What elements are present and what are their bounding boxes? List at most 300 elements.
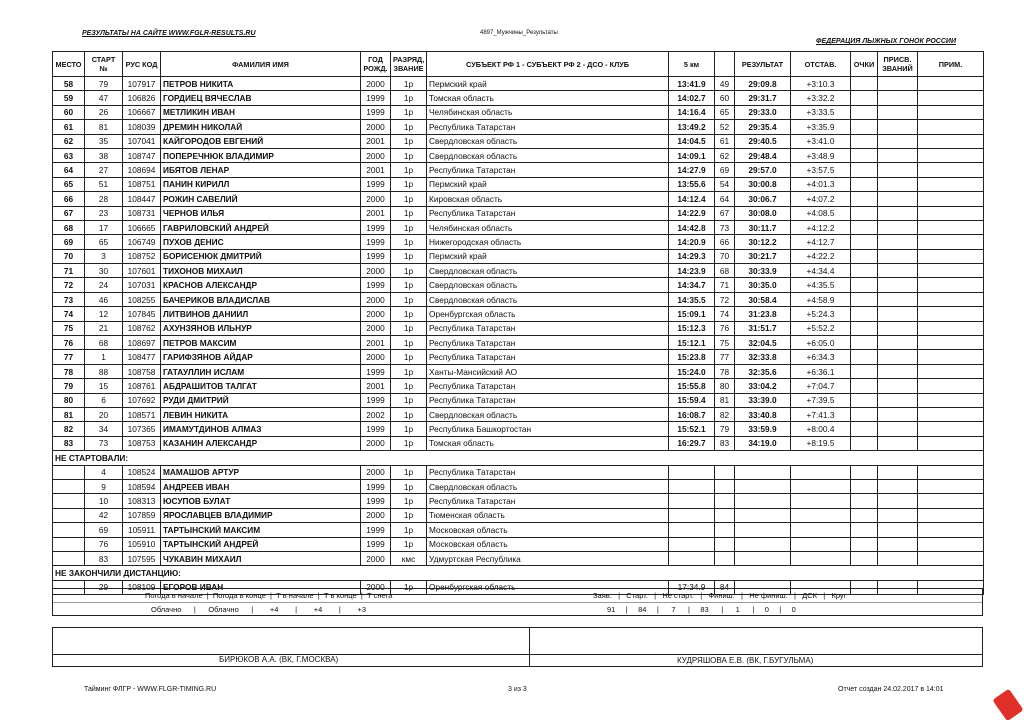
dnf-section — [53, 566, 984, 580]
empty-cell — [669, 537, 715, 551]
cell-code: 106665 — [123, 220, 161, 234]
empty-cell — [851, 177, 878, 191]
cell-rank: 1р — [391, 292, 427, 306]
cell-gap: +6:34.3 — [791, 350, 851, 364]
empty-cell — [53, 523, 85, 537]
empty-cell — [878, 192, 918, 206]
dns-section-title: НЕ СТАРТОВАЛИ: — [53, 451, 984, 465]
empty-cell — [878, 364, 918, 378]
cell-bib: 15 — [85, 379, 123, 393]
finisher-row — [53, 350, 984, 364]
cell-gap: +4:07.2 — [791, 192, 851, 206]
empty-cell — [791, 508, 851, 522]
cell-place: 79 — [53, 379, 85, 393]
document-file-name: 4897_Мужчины_Результаты — [480, 30, 558, 36]
cell-code: 108477 — [123, 350, 161, 364]
cell-code: 108762 — [123, 321, 161, 335]
cell-year: 1999 — [361, 220, 391, 234]
signature-divider — [529, 628, 530, 666]
empty-cell — [851, 465, 878, 479]
cell-code: 108313 — [123, 494, 161, 508]
cell-split: 14:16.4 — [669, 105, 715, 119]
empty-cell — [851, 120, 878, 134]
cell-rank: 1р — [391, 336, 427, 350]
cell-result: 32:04.5 — [735, 336, 791, 350]
column-header: ГОД РОЖД. — [361, 52, 391, 77]
cell-year: 2000 — [361, 508, 391, 522]
empty-cell — [851, 192, 878, 206]
cell-year: 2000 — [361, 264, 391, 278]
cell-rank: 1р — [391, 264, 427, 278]
cell-place: 58 — [53, 77, 85, 91]
cell-split: 14:04.5 — [669, 134, 715, 148]
cell-result: 29:57.0 — [735, 163, 791, 177]
finisher-row — [53, 307, 984, 321]
cell-split-place: 61 — [715, 134, 735, 148]
empty-cell — [851, 77, 878, 91]
weather-values: Облачно | Облачно | +4 | +4 | +3 — [151, 605, 367, 614]
cell-region: Московская область — [427, 537, 669, 551]
cell-name: ГАВРИЛОВСКИЙ АНДРЕЙ — [161, 220, 361, 234]
cell-code: 108752 — [123, 249, 161, 263]
empty-cell — [918, 364, 984, 378]
cell-bib: 28 — [85, 192, 123, 206]
cell-year: 2001 — [361, 134, 391, 148]
cell-split-place: 65 — [715, 105, 735, 119]
cell-year: 2000 — [361, 192, 391, 206]
cell-region: Челябинская область — [427, 105, 669, 119]
cell-code: 108747 — [123, 148, 161, 162]
dns-row — [53, 523, 984, 537]
cell-code: 108594 — [123, 479, 161, 493]
finisher-row — [53, 77, 984, 91]
cell-result: 30:58.4 — [735, 292, 791, 306]
cell-gap: +4:22.2 — [791, 249, 851, 263]
cell-result: 29:33.0 — [735, 105, 791, 119]
cell-gap: +3:32.2 — [791, 91, 851, 105]
cell-split: 14:34.7 — [669, 278, 715, 292]
cell-year: 1999 — [361, 479, 391, 493]
cell-split-place: 62 — [715, 148, 735, 162]
chief-judge-signature: БИРЮКОВ А.А. (ВК, Г.МОСКВА) — [219, 655, 339, 664]
empty-cell — [715, 465, 735, 479]
cell-rank: 1р — [391, 77, 427, 91]
empty-cell — [918, 264, 984, 278]
timing-site-link[interactable]: Тайминг ФЛГР - WWW.FLGR-TIMING.RU — [84, 686, 217, 693]
cell-year: 2000 — [361, 292, 391, 306]
cell-split: 14:23.9 — [669, 264, 715, 278]
cell-year: 1999 — [361, 494, 391, 508]
cell-bib: 29 — [85, 580, 123, 594]
cell-split-place: 67 — [715, 206, 735, 220]
cell-result: 30:33.9 — [735, 264, 791, 278]
empty-cell — [918, 220, 984, 234]
empty-cell — [851, 91, 878, 105]
empty-cell — [715, 494, 735, 508]
cell-split: 15:24.0 — [669, 364, 715, 378]
empty-cell — [918, 148, 984, 162]
cell-rank: 1р — [391, 206, 427, 220]
finisher-row — [53, 393, 984, 407]
cell-split-place: 68 — [715, 264, 735, 278]
cell-bib: 88 — [85, 364, 123, 378]
cell-bib: 47 — [85, 91, 123, 105]
cell-bib: 73 — [85, 436, 123, 450]
empty-cell — [791, 551, 851, 565]
empty-cell — [918, 235, 984, 249]
cell-region: Республика Татарстан — [427, 465, 669, 479]
cell-split: 15:23.8 — [669, 350, 715, 364]
cell-bib: 35 — [85, 134, 123, 148]
empty-cell — [918, 105, 984, 119]
cell-rank: 1р — [391, 134, 427, 148]
empty-cell — [735, 537, 791, 551]
cell-split: 15:09.1 — [669, 307, 715, 321]
cell-name: ТАРТЫНСКИЙ МАКСИМ — [161, 523, 361, 537]
cell-rank: 1р — [391, 105, 427, 119]
empty-cell — [878, 479, 918, 493]
cell-gap: +7:39.5 — [791, 393, 851, 407]
cell-gap: +5:52.2 — [791, 321, 851, 335]
cell-gap: +7:04.7 — [791, 379, 851, 393]
cell-name: ЮСУПОВ БУЛАТ — [161, 494, 361, 508]
empty-cell — [918, 465, 984, 479]
empty-cell — [878, 264, 918, 278]
cell-name: ДРЕМИН НИКОЛАЙ — [161, 120, 361, 134]
cell-place: 81 — [53, 407, 85, 421]
cell-rank: 1р — [391, 249, 427, 263]
cell-region: Свердловская область — [427, 278, 669, 292]
cell-gap: +6:05.0 — [791, 336, 851, 350]
cell-place: 59 — [53, 91, 85, 105]
cell-year: 1999 — [361, 364, 391, 378]
results-site-link[interactable]: РЕЗУЛЬТАТЫ НА САЙТЕ WWW.FGLR-RESULTS.RU — [82, 30, 256, 37]
cell-split-place: 82 — [715, 407, 735, 421]
cell-bib: 42 — [85, 508, 123, 522]
cell-code: 108447 — [123, 192, 161, 206]
cell-rank: кмс — [391, 551, 427, 565]
empty-cell — [918, 292, 984, 306]
empty-cell — [851, 206, 878, 220]
empty-cell — [851, 436, 878, 450]
cell-name: ГОРДИЕЦ ВЯЧЕСЛАВ — [161, 91, 361, 105]
cell-region: Оренбургская область — [427, 580, 669, 594]
empty-cell — [918, 393, 984, 407]
cell-split-place: 74 — [715, 307, 735, 321]
cell-result: 33:40.8 — [735, 407, 791, 421]
cell-bib: 65 — [85, 235, 123, 249]
cell-region: Республика Татарстан — [427, 206, 669, 220]
finisher-row — [53, 336, 984, 350]
cell-gap: +8:00.4 — [791, 422, 851, 436]
cell-code: 108761 — [123, 379, 161, 393]
empty-cell — [715, 551, 735, 565]
finisher-row — [53, 105, 984, 119]
cell-gap: +5:24.3 — [791, 307, 851, 321]
cell-gap: +4:12.2 — [791, 220, 851, 234]
cell-bib: 79 — [85, 77, 123, 91]
cell-rank: 1р — [391, 91, 427, 105]
cell-code: 108524 — [123, 465, 161, 479]
cell-bib: 17 — [85, 220, 123, 234]
cell-year: 2000 — [361, 551, 391, 565]
cell-split: 17:34.9 — [669, 580, 715, 594]
cell-split: 16:08.7 — [669, 407, 715, 421]
cell-split-place: 83 — [715, 436, 735, 450]
empty-cell — [53, 479, 85, 493]
cell-split-place: 81 — [715, 393, 735, 407]
cell-rank: 1р — [391, 523, 427, 537]
cell-place: 66 — [53, 192, 85, 206]
cell-place: 72 — [53, 278, 85, 292]
results-body — [53, 77, 984, 595]
finisher-row — [53, 264, 984, 278]
cell-bib: 68 — [85, 336, 123, 350]
empty-cell — [715, 479, 735, 493]
cell-year: 1999 — [361, 105, 391, 119]
empty-cell — [851, 537, 878, 551]
finisher-row — [53, 292, 984, 306]
empty-cell — [53, 537, 85, 551]
empty-cell — [851, 350, 878, 364]
weather-header: Погода в начале | Погода в конце | Т в начале | Т в конце | Т снега — [145, 591, 393, 600]
column-header: РУС КОД — [123, 52, 161, 77]
finisher-row — [53, 278, 984, 292]
cell-code: 107692 — [123, 393, 161, 407]
cell-code: 107845 — [123, 307, 161, 321]
empty-cell — [878, 307, 918, 321]
page-number: 3 из 3 — [508, 686, 527, 693]
cell-rank: 1р — [391, 479, 427, 493]
cell-split-place: 78 — [715, 364, 735, 378]
cell-gap: +3:35.9 — [791, 120, 851, 134]
finisher-row — [53, 148, 984, 162]
empty-cell — [918, 537, 984, 551]
empty-cell — [878, 105, 918, 119]
cell-year: 1999 — [361, 177, 391, 191]
cell-rank: 1р — [391, 508, 427, 522]
cell-split-place: 70 — [715, 249, 735, 263]
cell-gap: +3:10.3 — [791, 77, 851, 91]
cell-result: 31:51.7 — [735, 321, 791, 335]
empty-cell — [851, 163, 878, 177]
empty-cell — [918, 336, 984, 350]
empty-cell — [669, 508, 715, 522]
cell-name: ПУХОВ ДЕНИС — [161, 235, 361, 249]
cell-region: Республика Татарстан — [427, 350, 669, 364]
dns-row — [53, 551, 984, 565]
cell-year: 2000 — [361, 580, 391, 594]
empty-cell — [878, 379, 918, 393]
empty-cell — [851, 551, 878, 565]
column-header: ОТСТАВ. — [791, 52, 851, 77]
empty-cell — [735, 479, 791, 493]
cell-region: Республика Татарстан — [427, 163, 669, 177]
cell-code: 107859 — [123, 508, 161, 522]
empty-cell — [878, 494, 918, 508]
finisher-row — [53, 91, 984, 105]
cell-split-place: 71 — [715, 278, 735, 292]
dnf-section-title: НЕ ЗАКОНЧИЛИ ДИСТАНЦИЮ: — [53, 566, 984, 580]
cell-result: 33:39.0 — [735, 393, 791, 407]
cell-place: 83 — [53, 436, 85, 450]
federation-title: ФЕДЕРАЦИЯ ЛЫЖНЫХ ГОНОК РОССИИ — [816, 38, 956, 45]
column-header: РАЗРЯД, ЗВАНИЕ — [391, 52, 427, 77]
cell-region: Свердловская область — [427, 479, 669, 493]
dns-row — [53, 537, 984, 551]
cell-year: 1999 — [361, 91, 391, 105]
cell-bib: 3 — [85, 249, 123, 263]
empty-cell — [918, 206, 984, 220]
cell-gap: +4:58.9 — [791, 292, 851, 306]
empty-cell — [851, 105, 878, 119]
finisher-row — [53, 163, 984, 177]
finisher-row — [53, 206, 984, 220]
cell-rank: 1р — [391, 407, 427, 421]
cell-bib: 26 — [85, 105, 123, 119]
empty-cell — [878, 422, 918, 436]
cell-place: 69 — [53, 235, 85, 249]
cell-name: РОЖИН САВЕЛИЙ — [161, 192, 361, 206]
empty-cell — [878, 321, 918, 335]
chief-secretary-signature: КУДРЯШОВА Е.В. (ВК, Г.БУГУЛЬМА) — [677, 656, 814, 665]
empty-cell — [878, 336, 918, 350]
cell-region: Свердловская область — [427, 264, 669, 278]
cell-code: 107365 — [123, 422, 161, 436]
cell-split: 15:59.4 — [669, 393, 715, 407]
cell-code: 107601 — [123, 264, 161, 278]
cell-name: ПОПЕРЕЧНЮК ВЛАДИМИР — [161, 148, 361, 162]
cell-name: АБДРАШИТОВ ТАЛГАТ — [161, 379, 361, 393]
report-timestamp: Отчет создан 24.02.2017 в 14:01 — [838, 686, 944, 693]
empty-cell — [851, 407, 878, 421]
empty-cell — [851, 364, 878, 378]
empty-cell — [878, 465, 918, 479]
empty-cell — [878, 77, 918, 91]
cell-bib: 4 — [85, 465, 123, 479]
cell-place: 75 — [53, 321, 85, 335]
cell-bib: 21 — [85, 321, 123, 335]
empty-cell — [669, 479, 715, 493]
cell-region: Республика Татарстан — [427, 379, 669, 393]
cell-year: 2001 — [361, 379, 391, 393]
cell-name: ТАРТЫНСКИЙ АНДРЕЙ — [161, 537, 361, 551]
cell-year: 2000 — [361, 148, 391, 162]
cell-bib: 34 — [85, 422, 123, 436]
cell-year: 2001 — [361, 206, 391, 220]
cell-name: КАЙГОРОДОВ ЕВГЕНИЙ — [161, 134, 361, 148]
cell-name: ЯРОСЛАВЦЕВ ВЛАДИМИР — [161, 508, 361, 522]
cell-place: 62 — [53, 134, 85, 148]
empty-cell — [851, 422, 878, 436]
cell-split-place: 49 — [715, 77, 735, 91]
column-header: РЕЗУЛЬТАТ — [735, 52, 791, 77]
empty-cell — [851, 494, 878, 508]
cell-name: ТИХОНОВ МИХАИЛ — [161, 264, 361, 278]
cell-split-place: 60 — [715, 91, 735, 105]
cell-region: Челябинская область — [427, 220, 669, 234]
cell-year: 2000 — [361, 120, 391, 134]
cell-place: 78 — [53, 364, 85, 378]
empty-cell — [878, 407, 918, 421]
empty-cell — [878, 537, 918, 551]
cell-place: 77 — [53, 350, 85, 364]
empty-cell — [878, 220, 918, 234]
cell-rank: 1р — [391, 436, 427, 450]
cell-bib: 23 — [85, 206, 123, 220]
finisher-row — [53, 364, 984, 378]
empty-cell — [918, 379, 984, 393]
empty-cell — [878, 249, 918, 263]
cell-place: 80 — [53, 393, 85, 407]
empty-cell — [918, 422, 984, 436]
cell-name: ЧУКАВИН МИХАИЛ — [161, 551, 361, 565]
empty-cell — [918, 350, 984, 364]
cell-place: 71 — [53, 264, 85, 278]
cell-bib: 6 — [85, 393, 123, 407]
empty-cell — [918, 91, 984, 105]
empty-cell — [918, 321, 984, 335]
cell-code: 108758 — [123, 364, 161, 378]
cell-name: ГАТАУЛЛИН ИСЛАМ — [161, 364, 361, 378]
cell-rank: 1р — [391, 321, 427, 335]
empty-cell — [851, 278, 878, 292]
cell-split: 14:09.1 — [669, 148, 715, 162]
corner-sticker-mark — [992, 689, 1023, 722]
cell-region: Республика Татарстан — [427, 120, 669, 134]
cell-code: 108255 — [123, 292, 161, 306]
empty-cell — [918, 523, 984, 537]
cell-split: 15:12.1 — [669, 336, 715, 350]
column-header: ПРИМ. — [918, 52, 984, 77]
empty-cell — [878, 235, 918, 249]
cell-bib: 27 — [85, 163, 123, 177]
finisher-row — [53, 321, 984, 335]
cell-split-place: 76 — [715, 321, 735, 335]
cell-region: Свердловская область — [427, 292, 669, 306]
cell-gap: +3:48.9 — [791, 148, 851, 162]
cell-result: 32:33.8 — [735, 350, 791, 364]
cell-region: Нижегородская область — [427, 235, 669, 249]
column-header: СТАРТ № — [85, 52, 123, 77]
empty-cell — [669, 523, 715, 537]
cell-split-place: 73 — [715, 220, 735, 234]
cell-name: БОРИСЕНЮК ДМИТРИЙ — [161, 249, 361, 263]
column-header: ОЧКИ — [851, 52, 878, 77]
empty-cell — [791, 523, 851, 537]
cell-gap: +3:33.5 — [791, 105, 851, 119]
conditions-divider — [53, 602, 982, 603]
cell-place: 67 — [53, 206, 85, 220]
empty-cell — [715, 537, 735, 551]
empty-cell — [715, 508, 735, 522]
cell-rank: 1р — [391, 307, 427, 321]
cell-code: 108571 — [123, 407, 161, 421]
cell-rank: 1р — [391, 422, 427, 436]
cell-code: 106826 — [123, 91, 161, 105]
cell-split: 16:29.7 — [669, 436, 715, 450]
empty-cell — [53, 465, 85, 479]
empty-cell — [918, 479, 984, 493]
cell-split-place: 84 — [715, 580, 735, 594]
dns-row — [53, 479, 984, 493]
cell-place: 65 — [53, 177, 85, 191]
cell-gap: +4:08.5 — [791, 206, 851, 220]
column-header: СУБЪЕКТ РФ 1 - СУБЪЕКТ РФ 2 - ДСО - КЛУБ — [427, 52, 669, 77]
cell-split-place: 69 — [715, 163, 735, 177]
cell-year: 1999 — [361, 422, 391, 436]
cell-result: 30:00.8 — [735, 177, 791, 191]
